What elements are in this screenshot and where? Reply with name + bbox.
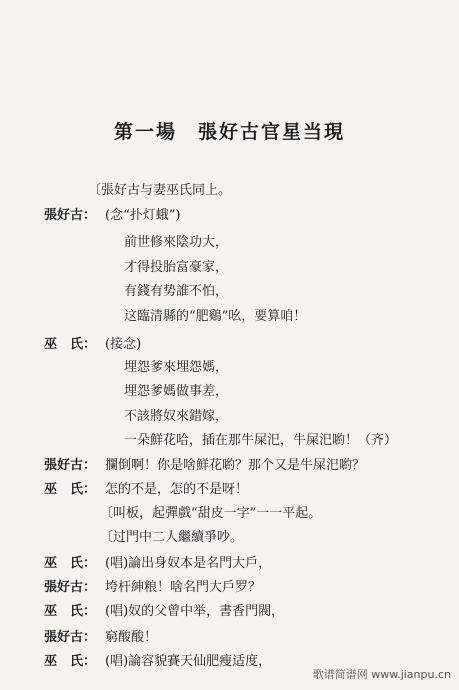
- dialogue-text: (唱)奴的父曾中举，書香門閥，: [105, 604, 285, 619]
- speaker-name: 張好古：: [44, 458, 97, 473]
- verse-line: 〔叫板，起彈戲“甜皮一字”一一平起。: [100, 506, 322, 521]
- speaker-name: 張好古：: [44, 580, 97, 595]
- verse-line: 不該將奴來錯嫁，: [124, 409, 229, 424]
- speaker-name: 張好古：: [44, 630, 97, 645]
- speaker-name: 巫 氏：: [44, 337, 97, 352]
- verse-line: 前世修來陰功大，: [124, 235, 229, 250]
- speaker-name: 巫 氏：: [44, 654, 97, 669]
- verse-line: 这臨清縣的“肥鷄”吆，要算咱！: [124, 309, 307, 324]
- dialogue-text: 窮酸酸！: [105, 630, 158, 645]
- watermark: 歌谱简谱网 www.jianpu.cn: [312, 668, 451, 681]
- speaker-name: 巫 氏：: [44, 604, 97, 619]
- dialogue-text: (念“扑灯蛾”): [105, 208, 181, 223]
- verse-line: 埋怨爹媽做事差，: [124, 384, 229, 399]
- verse-line: 一朵鮮花哈，插在那牛屎汜，牛屎汜喲！（齐）: [124, 433, 398, 448]
- speaker-name: 巫 氏：: [44, 556, 97, 571]
- dialogue-text: (唱)論出身奴本是名門大戶，: [105, 556, 272, 571]
- dialogue-text: (唱)論容貌賽天仙肥瘦适度，: [105, 654, 272, 669]
- dialogue-text: 垮杆紳粮！啥名門大戶罗？: [105, 580, 262, 595]
- verse-line: 才得投胎富豪家，: [124, 260, 229, 275]
- dialogue-text: 攔倒啊！你是啥鮮花喲？那个又是牛屎汜喲？: [105, 458, 366, 473]
- stage-direction: 〔張好古与妻巫氏同上。: [88, 183, 232, 198]
- speaker-name: 巫 氏：: [44, 482, 97, 497]
- verse-line: 有錢有势誰不怕，: [124, 284, 229, 299]
- page-title: 第一場 張好古官星当現: [113, 121, 345, 143]
- dialogue-text: (接念): [105, 337, 142, 352]
- dialogue-text: 怎的不是，怎的不是呀！: [105, 482, 249, 497]
- verse-line: 埋怨爹來埋怨媽，: [124, 360, 229, 375]
- verse-line: 〔过門中二人繼續爭吵。: [100, 530, 244, 545]
- speaker-name: 張好古：: [44, 208, 97, 223]
